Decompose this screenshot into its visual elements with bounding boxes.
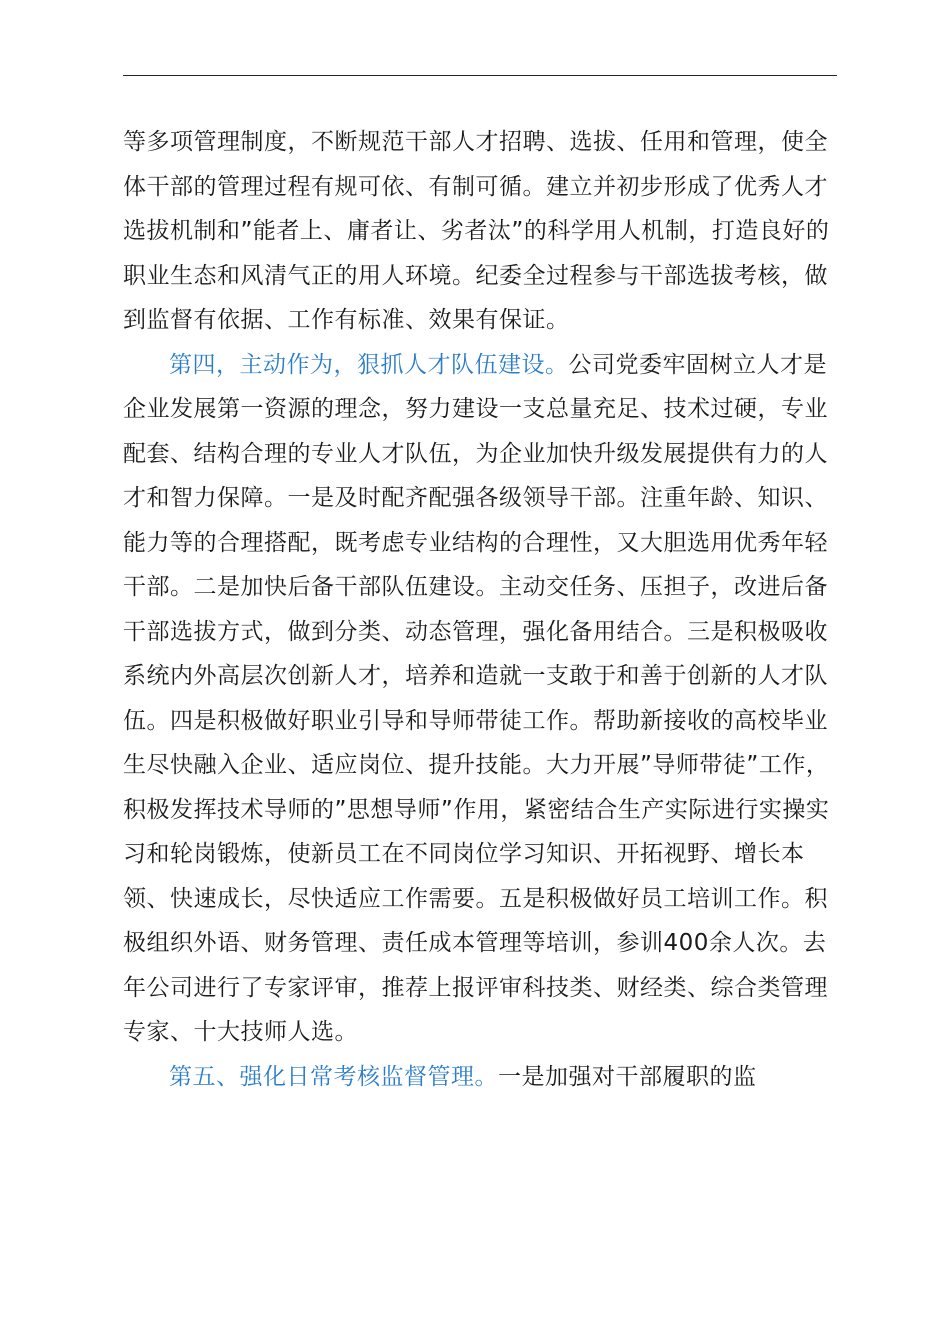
paragraph-section-five: [123, 1055, 839, 1100]
paragraph-text: 公司党委牢固树立人才是企业发展第一资源的理念，努力建设一支总量充足、技术过硬，专业配套、结构合理的专业人才队伍，为企业加快升级发展提供有力的人才和智力保障。一是及时配齐配强各级领导干部。注重年龄、知识、能力等的合理搭配，既考虑专业结构的合理性，又大胆选用优秀年轻干部。二是加快后备干部队伍建设。主动交任务、压担子，改进后备干部选拔方式，做到分类、动态管理，强化备用结合。三是积极吸收系统内外高层次创新人才，培养和造就一支敢于和善于创新的人才队伍。四是积极做好职业引导和导师带徒工作。帮助新接收的高校毕业生尽快融入企业、适应岗位、提升技能。大力开展”导师带徒”工作，积极发挥技术导师的”思想导师”作用，紧密结合生产实际进行实操实习和轮岗锻炼，使新员工在不同岗位学习知识、开拓视野、增长本领、快速成长，尽快适应工作需要。五是积极做好员工培训工作。积极组织外语、财务管理、责任成本管理等培训，参训400余人次。去年公司进行了专家评审，推荐上报评审科技类、财经类、综合类管理专家、十大技师人选。: [123, 351, 830, 1045]
paragraph-text: 等多项管理制度，不断规范干部人才招聘、选拔、任用和管理，使全体干部的管理过程有规可依、有制可循。建立并初步形成了优秀人才选拔机制和”能者上、庸者让、劣者汰”的科学用人机制，打造良好的职业生态和风清气正的用人环境。纪委全过程参与干部选拔考核，做到监督有依据、工作有标准、效果有保证。: [123, 129, 830, 333]
paragraph-section-four: [123, 343, 839, 1055]
section-heading: 第五、强化日常考核监督管理。: [169, 1063, 498, 1090]
header-rule: [123, 75, 837, 76]
paragraph-continuation: [123, 120, 839, 343]
paragraph-text: 一是加强对干部履职的监: [498, 1063, 757, 1090]
section-heading: 第四，主动作为，狠抓人才队伍建设。: [169, 351, 569, 378]
document-body: [123, 120, 839, 1099]
